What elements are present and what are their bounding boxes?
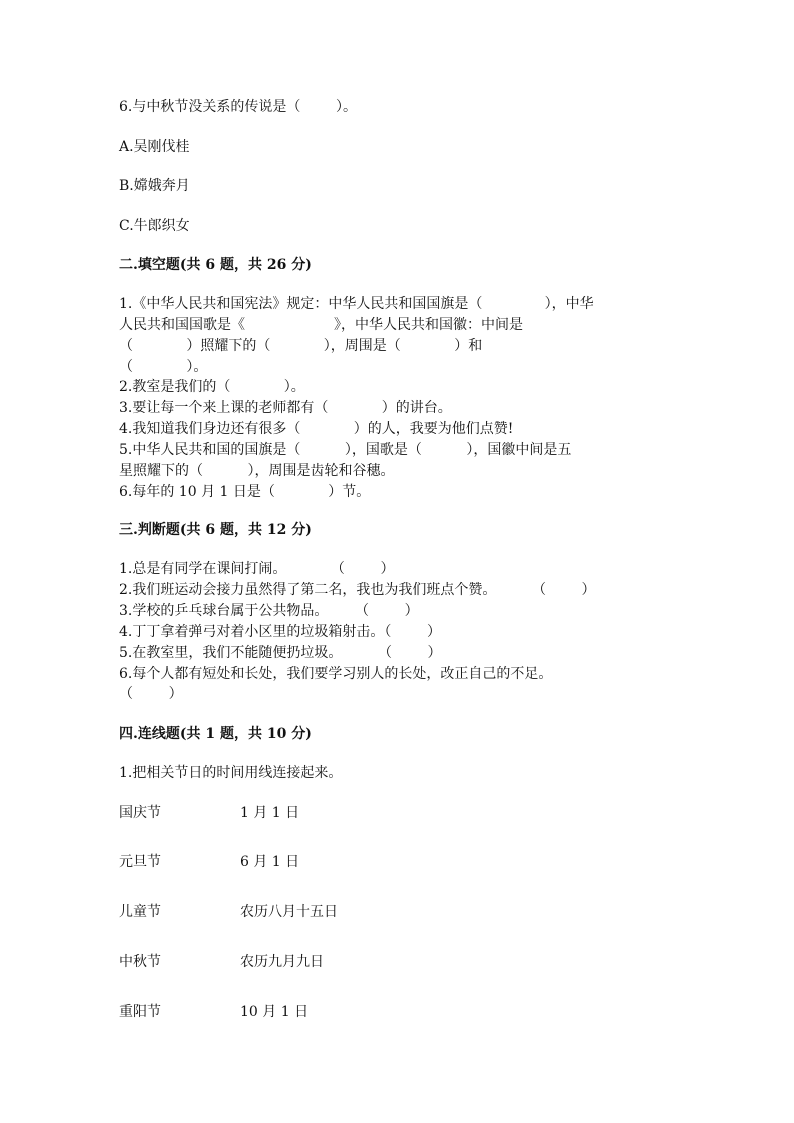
- match-right-item: 农历八月十五日: [240, 904, 338, 920]
- fill-line: 2.教室是我们的（ ）。: [119, 379, 305, 395]
- match-right-item: 6 月 1 日: [240, 854, 300, 870]
- judge-line: 5.在教室里，我们不能随便扔垃圾。 （ ）: [119, 645, 442, 661]
- fill-line: （ ）照耀下的（ ），周围是（ ）和: [119, 338, 483, 354]
- match-right-item: 10 月 1 日: [240, 1004, 309, 1020]
- match-right-item: 1 月 1 日: [240, 805, 300, 821]
- fill-line: 5.中华人民共和国的国旗是（ ），国歌是（ ），国徽中间是五: [119, 442, 572, 458]
- match-left-item: 国庆节: [119, 805, 161, 821]
- question-stem: 6.与中秋节没关系的传说是（ ）。: [119, 99, 357, 115]
- fill-line: 1.《中华人民共和国宪法》规定：中华人民共和国国旗是（ ），中华: [119, 296, 594, 312]
- section-heading-fill: 二.填空题(共 6 题，共 26 分): [119, 257, 312, 273]
- judge-line: 6.每个人都有短处和长处，我们要学习别人的长处，改正自己的不足。: [119, 666, 553, 682]
- option-b: B.嫦娥奔月: [119, 178, 190, 194]
- fill-line: 星照耀下的（ ），周围是齿轮和谷穗。: [119, 463, 395, 479]
- fill-line: （ ）。: [119, 359, 208, 375]
- judge-line: 3.学校的乒乓球台属于公共物品。 （ ）: [119, 603, 419, 619]
- fill-line: 4.我知道我们身边还有很多（ ）的人，我要为他们点赞!: [119, 421, 514, 437]
- fill-line: 人民共和国国歌是《 》，中华人民共和国徽：中间是: [119, 317, 524, 333]
- match-left-item: 中秋节: [119, 954, 161, 970]
- match-left-item: 儿童节: [119, 904, 161, 920]
- judge-line: 2.我们班运动会接力虽然得了第二名，我也为我们班点个赞。 （ ）: [119, 582, 596, 598]
- match-question: 1.把相关节日的时间用线连接起来。: [119, 765, 343, 781]
- match-right-item: 农历九月九日: [240, 954, 324, 970]
- match-left-item: 元旦节: [119, 854, 161, 870]
- judge-line: 1.总是有同学在课间打闹。 （ ）: [119, 561, 395, 577]
- match-left-item: 重阳节: [119, 1004, 161, 1020]
- option-c: C.牛郎织女: [119, 218, 190, 234]
- judge-line: （ ）: [119, 686, 183, 702]
- option-a: A.吴刚伐桂: [119, 139, 190, 155]
- section-heading-match: 四.连线题(共 1 题，共 10 分): [119, 726, 312, 742]
- fill-line: 3.要让每一个来上课的老师都有（ ）的讲台。: [119, 400, 452, 416]
- section-heading-judge: 三.判断题(共 6 题，共 12 分): [119, 522, 312, 538]
- fill-line: 6.每年的 10 月 1 日是（ ）节。: [119, 484, 371, 500]
- judge-line: 4.丁丁拿着弹弓对着小区里的垃圾箱射击。（ ）: [119, 624, 441, 640]
